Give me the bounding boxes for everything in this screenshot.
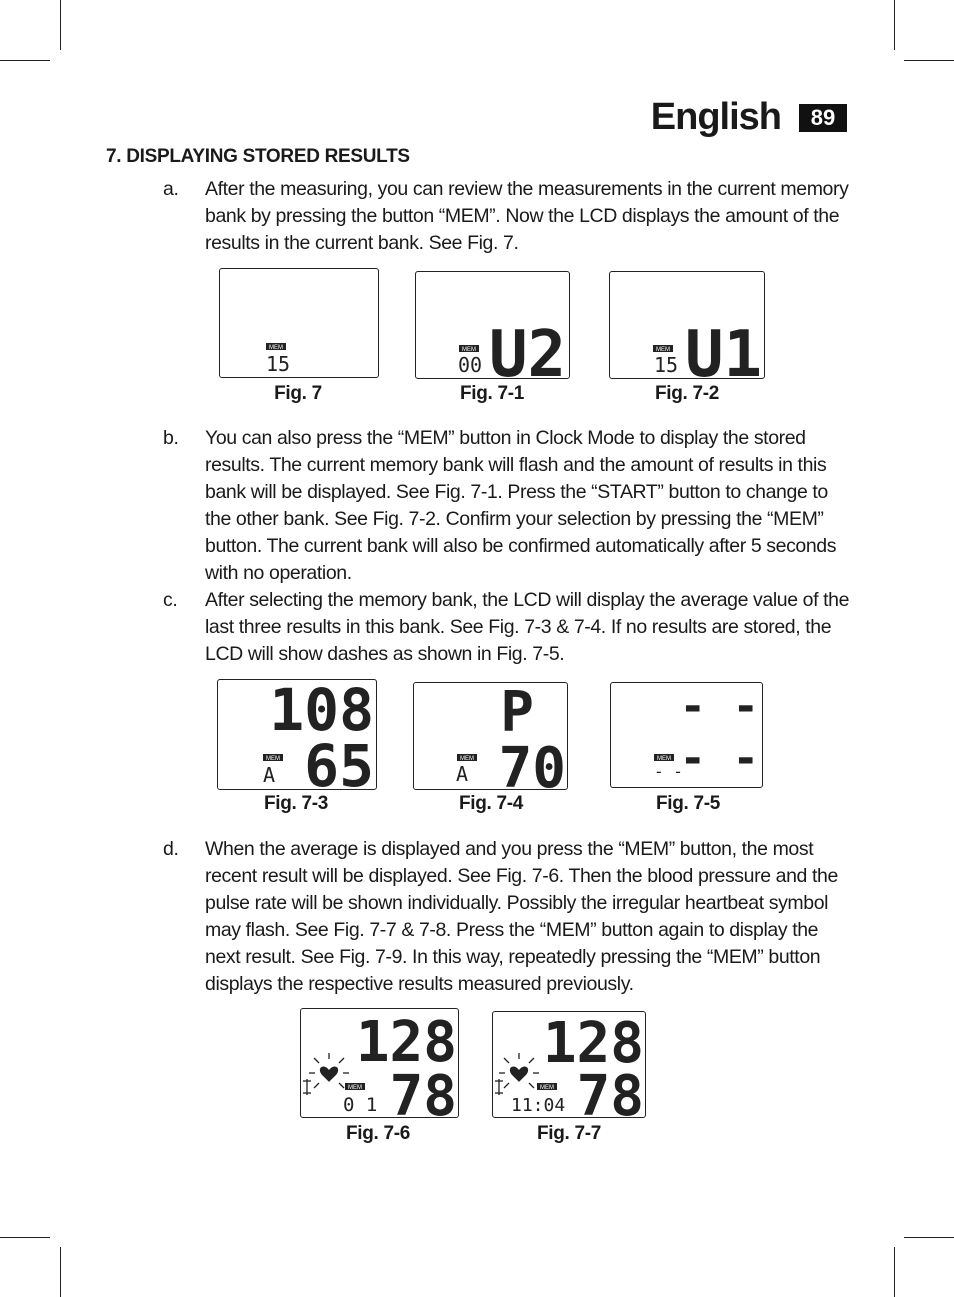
- lcd-big-top: 108: [269, 680, 374, 744]
- lcd-big-bottom: 70: [498, 736, 566, 791]
- item-text: You can also press the “MEM” button in Clock Mode to display the stored results. The current memory bank will flash and the amount of results in this bank will be displayed. See Fig. 7-1. Press the “START” button to change to the other bank. See Fig. 7-2. Confirm your selection by pressing the “MEM” button. The current bank will also be confirmed automatically after 5 seconds with no operation.: [205, 427, 837, 584]
- lcd-fig-7-6: [300, 1008, 459, 1118]
- lcd-small-value: - -: [654, 762, 683, 781]
- mem-label: MEM: [540, 1085, 554, 1091]
- lcd-big-bottom: 65: [304, 732, 374, 791]
- mem-label: MEM: [657, 756, 671, 762]
- lcd-display: [493, 1012, 647, 1119]
- list-item-b: [163, 425, 853, 587]
- item-letter: b.: [163, 427, 179, 449]
- lcd-display: [416, 272, 571, 380]
- figure-caption: Fig. 7-4: [458, 793, 524, 814]
- figure-caption: Fig. 7-3: [263, 793, 329, 814]
- lcd-big-bottom: 78: [389, 1064, 457, 1119]
- crop-mark: [0, 1237, 50, 1238]
- lcd-display: [220, 269, 380, 379]
- lcd-fig-7-2: [609, 271, 765, 379]
- lcd-display: [611, 683, 764, 789]
- item-text: When the average is displayed and you press the “MEM” button, the most recent result will be displayed. See Fig. 7-6. Then the blood pressure and the pulse rate will be shown individually. Possibly the irregular heartbeat symbol may flash. See Fig. 7-7 & 7-8. Press the “MEM” button again to display the next result. See Fig. 7-9. In this way, repeatedly pressing the “MEM” button displays the respective results measured previously.: [205, 838, 838, 995]
- mem-label: MEM: [348, 1085, 362, 1091]
- lcd-small-value: 15: [266, 352, 291, 376]
- lcd-big-bottom: - -: [679, 733, 759, 784]
- page-number: 89: [799, 104, 847, 132]
- lcd-display: [414, 683, 569, 791]
- page-header: [651, 96, 847, 139]
- figure-caption: Fig. 7: [274, 383, 322, 404]
- crop-mark: [60, 0, 61, 50]
- lcd-fig-7-3: [217, 679, 377, 790]
- lcd-small-value: 15: [654, 353, 679, 377]
- crop-mark: [894, 0, 895, 50]
- item-text: After the measuring, you can review the measurements in the current memory bank by pressing the button “MEM”. Now the LCD displays the amount of the results in the current bank. See Fig. 7.: [205, 178, 849, 254]
- list-item-a: [163, 176, 853, 257]
- lcd-fig-7: [219, 268, 379, 378]
- mem-label: MEM: [460, 756, 474, 762]
- item-letter: a.: [163, 178, 179, 200]
- language-label: English: [650, 96, 781, 138]
- item-letter: d.: [163, 838, 179, 860]
- lcd-big-bottom: U1: [684, 318, 762, 380]
- mem-label: MEM: [656, 347, 670, 353]
- irregular-heartbeat-icon: [309, 1053, 349, 1088]
- lcd-small-value: 11:04: [511, 1095, 566, 1116]
- lcd-display: [218, 680, 378, 791]
- lcd-small-value: A: [456, 762, 469, 786]
- figure-caption: Fig. 7-7: [536, 1123, 602, 1144]
- mem-label: MEM: [269, 345, 283, 351]
- figure-caption: Fig. 7-2: [654, 383, 720, 404]
- lcd-big-top: 128: [542, 1012, 644, 1076]
- crop-mark: [60, 1247, 61, 1297]
- list-item-c: [163, 587, 853, 668]
- lcd-small-value: 00: [458, 353, 483, 377]
- battery-icon: [303, 1079, 311, 1095]
- mem-label: MEM: [462, 347, 476, 353]
- battery-icon: [495, 1079, 503, 1095]
- figure-caption: Fig. 7-1: [459, 383, 525, 404]
- irregular-heartbeat-icon: [499, 1053, 539, 1088]
- crop-mark: [904, 60, 954, 61]
- item-letter: c.: [163, 589, 178, 611]
- lcd-fig-7-7: [492, 1011, 646, 1118]
- crop-mark: [894, 1247, 895, 1297]
- lcd-big-top: - -: [679, 683, 759, 732]
- lcd-small-value: A: [263, 763, 276, 787]
- lcd-display: [610, 272, 766, 380]
- lcd-display: [301, 1009, 460, 1119]
- lcd-fig-7-5: [610, 682, 763, 788]
- crop-mark: [0, 60, 50, 61]
- lcd-small-value: 0 1: [343, 1094, 378, 1116]
- lcd-big-top: 128: [355, 1010, 457, 1075]
- list-item-d: [163, 836, 853, 998]
- figure-caption: Fig. 7-6: [345, 1123, 411, 1144]
- section-title: 7. DISPLAYING STORED RESULTS: [106, 146, 410, 167]
- lcd-fig-7-4: [413, 682, 568, 790]
- lcd-fig-7-1: [415, 271, 570, 379]
- lcd-big-top: P: [500, 683, 534, 745]
- lcd-big-bottom: U2: [488, 318, 566, 380]
- lcd-big-bottom: 78: [576, 1064, 644, 1119]
- item-text: After selecting the memory bank, the LCD will display the average value of the last three results in this bank. See Fig. 7-3 & 7-4. If no results are stored, the LCD will show dashes as shown in Fig. 7-5.: [205, 589, 850, 665]
- figure-caption: Fig. 7-5: [655, 793, 721, 814]
- crop-mark: [904, 1237, 954, 1238]
- mem-label: MEM: [266, 756, 280, 762]
